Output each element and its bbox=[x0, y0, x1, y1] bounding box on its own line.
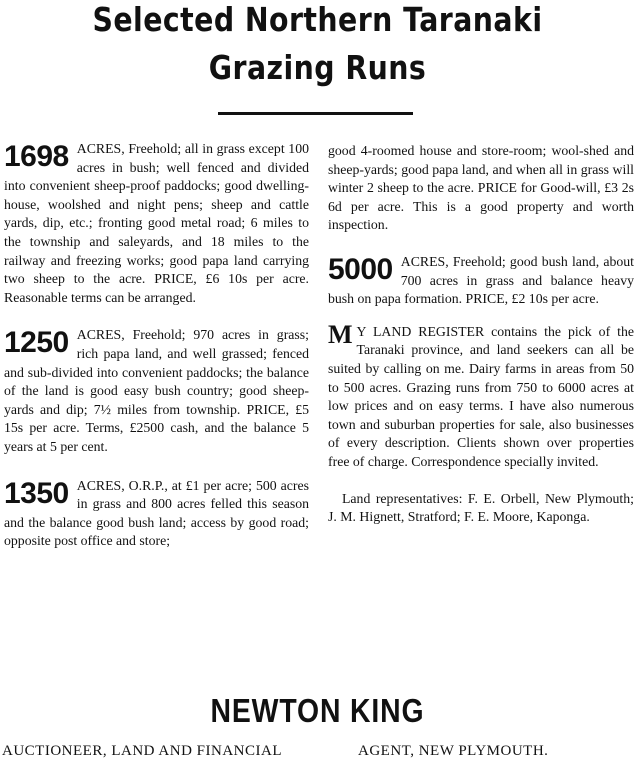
lot-description: good 4-roomed house and store-room; wool-shed and sheep-yards; good papa land, and when all in grass will winter 2 sheep to the acre. PRICE for Good-will, £3 2s 6d per acre. This is a good property and worth inspection. bbox=[328, 143, 634, 233]
lot-5000 bbox=[328, 253, 634, 309]
advertiser-name: NEWTON KING bbox=[210, 692, 425, 729]
register-dropcap: M bbox=[328, 319, 353, 349]
right-column bbox=[328, 142, 634, 527]
lot-1350 bbox=[4, 477, 309, 551]
lot-description: ACRES, Freehold; all in grass except 100 acres in bush; well fenced and divided into convenient sheep-proof paddocks; good dwelling-house, woolshed and night pens; sheep and cattle yards, dip, etc.; fronting good metal road; 6 miles to the township and saleyards, and 18 miles to the railway and freezing works; good papa land carrying two sheep to the acre. PRICE, £6 10s per acre. Reasonable terms can be arranged. bbox=[4, 141, 309, 305]
left-column bbox=[4, 140, 309, 551]
heading-rule bbox=[218, 112, 413, 115]
footer-right: AGENT, NEW PLYMOUTH. bbox=[358, 743, 549, 759]
lot-1250 bbox=[4, 326, 309, 456]
representatives bbox=[328, 490, 634, 527]
lot-number: 1250 bbox=[4, 326, 69, 360]
heading-line-1: Selected Northern Taranaki bbox=[92, 0, 543, 39]
register-text: Y LAND REGISTER contains the pick of the Taranaki province, and land seekers can all be suited by calling on me. Dairy farms in areas from 50 to 500 acres. Grazing runs from 750 to 6000 acres at low prices and on easy terms. I have also numerous town and suburban properties for sale, also businesses of every description. Clients shown over properties free of charge. Correspondence specially invited. bbox=[328, 323, 634, 469]
footer-left: AUCTIONEER, LAND AND FINANCIAL bbox=[2, 743, 282, 759]
lot-description: ACRES, Freehold; good bush land, about 700 acres in grass and balance heavy bush on papa formation. PRICE, £2 10s per acre. bbox=[328, 253, 634, 307]
lot-number: 1350 bbox=[4, 476, 69, 510]
heading-line-2: Grazing Runs bbox=[208, 48, 427, 87]
lot-1350-continued bbox=[328, 142, 634, 235]
representatives-text: Land representatives: F. E. Orbell, New Plymouth; J. M. Hignett, Stratford; F. E. Moore, Kaponga. bbox=[328, 490, 634, 525]
land-register bbox=[328, 319, 634, 472]
lot-1698 bbox=[4, 140, 309, 307]
lot-number: 5000 bbox=[328, 252, 393, 286]
lot-description: ACRES, Freehold; 970 acres in grass; rich papa land, and well grassed; fenced and sub-divided into convenient paddocks; the balance of the land is good easy bush country; good sheep-yards and dip; 7½ miles from township. PRICE, £5 15s per acre. Terms, £2500 cash, and the balance 5 years at 5 per cent. bbox=[4, 327, 309, 454]
lot-number: 1698 bbox=[4, 140, 69, 173]
lot-description: ACRES, O.R.P., at £1 per acre; 500 acres in grass and 800 acres felled this season and the balance good bush land; access by good road; opposite post office and store; bbox=[4, 477, 309, 549]
